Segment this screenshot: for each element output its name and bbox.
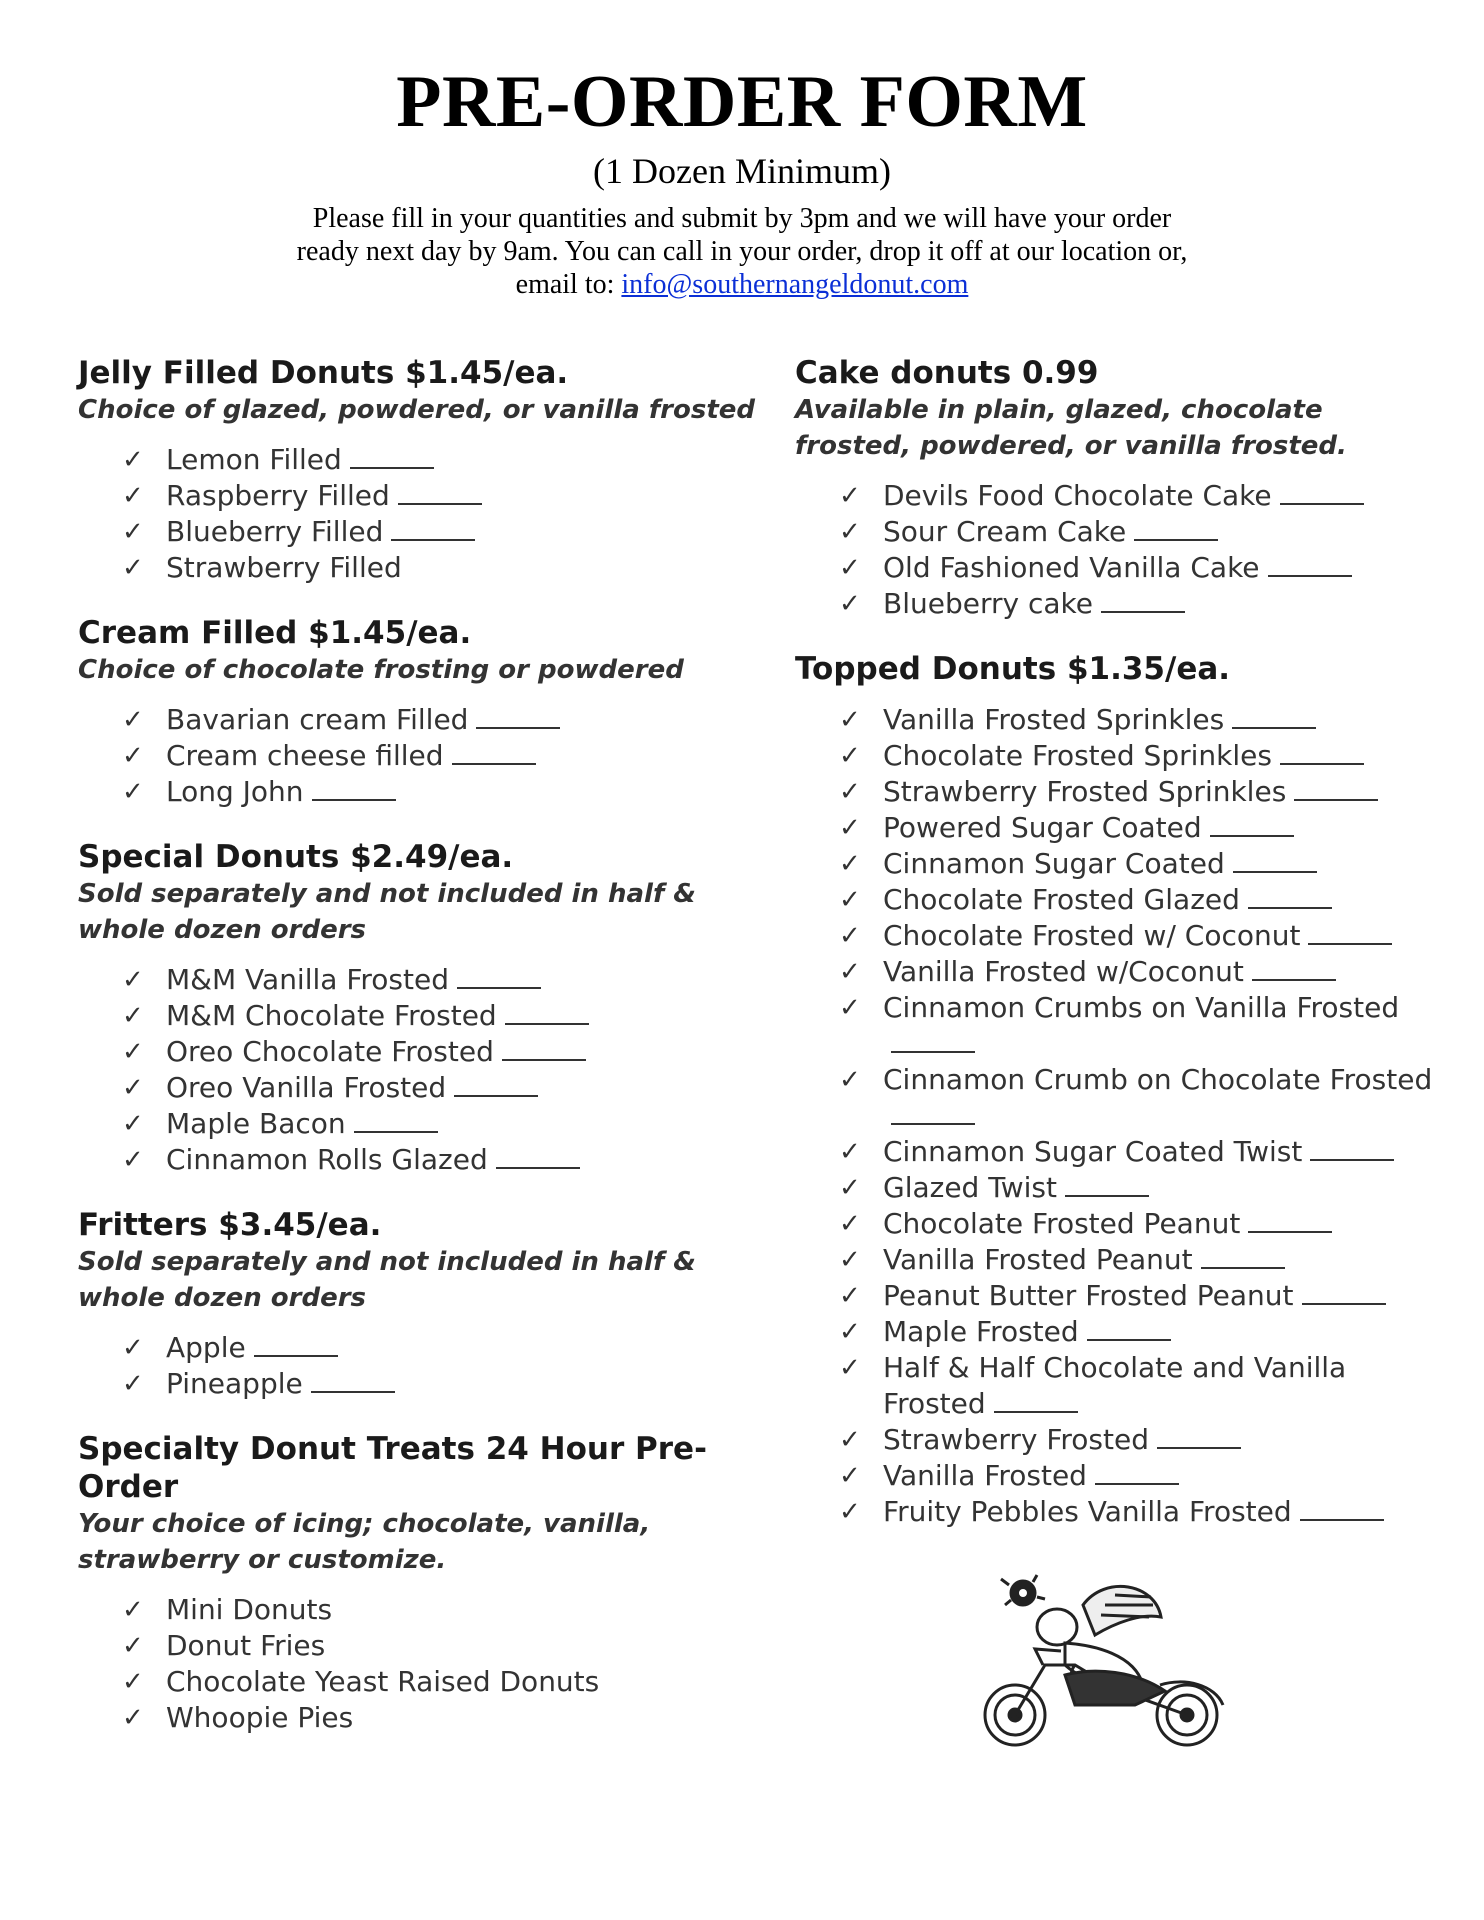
- quantity-blank[interactable]: [311, 1369, 395, 1393]
- item-text: [166, 1366, 778, 1402]
- quantity-blank[interactable]: [1248, 885, 1332, 909]
- item-label: Cinnamon Rolls Glazed: [166, 1143, 488, 1176]
- item-label: Oreo Vanilla Frosted: [166, 1071, 447, 1104]
- list-item: [839, 774, 1435, 810]
- item-text: [883, 882, 1435, 918]
- quantity-blank[interactable]: [1294, 777, 1378, 801]
- quantity-blank[interactable]: [496, 1145, 580, 1169]
- item-label: Raspberry Filled: [166, 479, 390, 512]
- list-item: [839, 1278, 1435, 1314]
- quantity-blank[interactable]: [1302, 1281, 1386, 1305]
- checkmark-icon: ✓: [839, 1137, 861, 1167]
- item-label: Strawberry Frosted Sprinkles: [883, 775, 1287, 808]
- item-text: [166, 1142, 778, 1178]
- item-label: Vanilla Frosted Sprinkles: [883, 703, 1225, 736]
- section-description: Your choice of icing; chocolate, vanilla, strawberry or customize.: [78, 1509, 651, 1575]
- quantity-blank[interactable]: [354, 1109, 438, 1133]
- checkmark-icon: ✓: [839, 1173, 861, 1203]
- item-text: [883, 990, 1435, 1062]
- list-item: [839, 1422, 1435, 1458]
- item-text: [166, 514, 778, 550]
- checkmark-icon: ✓: [839, 481, 861, 511]
- item-text: [166, 1664, 778, 1700]
- item-list: [78, 702, 778, 810]
- list-item: [122, 1366, 778, 1402]
- item-text: [883, 514, 1435, 550]
- quantity-blank[interactable]: [505, 1001, 589, 1025]
- checkmark-icon: ✓: [839, 741, 861, 771]
- item-list: [78, 1330, 778, 1402]
- checkmark-icon: ✓: [839, 1461, 861, 1491]
- instructions-line-3: [0, 268, 1484, 301]
- quantity-blank[interactable]: [891, 1029, 975, 1053]
- checkmark-icon: ✓: [122, 1109, 144, 1139]
- item-text: [166, 702, 778, 738]
- page-title: PRE-ORDER FORM: [396, 61, 1088, 143]
- list-item: [122, 1592, 778, 1628]
- quantity-blank[interactable]: [350, 445, 434, 469]
- instructions-line-2: ready next day by 9am. You can call in your order, drop it off at our location or,: [296, 236, 1188, 267]
- item-text: [166, 774, 778, 810]
- section-title: Jelly Filled Donuts $1.45/ea.: [78, 355, 569, 391]
- checkmark-icon: ✓: [122, 1145, 144, 1175]
- item-label: Whoopie Pies: [166, 1701, 354, 1734]
- item-text: [883, 846, 1435, 882]
- list-item: [122, 738, 778, 774]
- checkmark-icon: ✓: [122, 741, 144, 771]
- quantity-blank[interactable]: [1308, 921, 1392, 945]
- section-description: Choice of chocolate frosting or powdered: [78, 655, 684, 685]
- quantity-blank[interactable]: [1233, 849, 1317, 873]
- quantity-blank[interactable]: [1101, 589, 1185, 613]
- item-text: [883, 1206, 1435, 1242]
- quantity-blank[interactable]: [1210, 813, 1294, 837]
- quantity-blank[interactable]: [994, 1389, 1078, 1413]
- item-text: [883, 1314, 1435, 1350]
- checkmark-icon: ✓: [839, 885, 861, 915]
- quantity-blank[interactable]: [391, 517, 475, 541]
- item-label: Vanilla Frosted: [883, 1459, 1087, 1492]
- checkmark-icon: ✓: [839, 517, 861, 547]
- checkmark-icon: ✓: [122, 1001, 144, 1031]
- checkmark-icon: ✓: [839, 1209, 861, 1239]
- item-label: Old Fashioned Vanilla Cake: [883, 551, 1260, 584]
- list-item: [122, 1628, 778, 1664]
- list-item: [122, 550, 778, 586]
- checkmark-icon: ✓: [839, 813, 861, 843]
- order-instructions: [0, 202, 1484, 301]
- list-item: [839, 810, 1435, 846]
- section-cake-donuts-0-99: [795, 354, 1435, 622]
- item-label: Oreo Chocolate Frosted: [166, 1035, 494, 1068]
- item-text: [883, 1170, 1435, 1206]
- list-item: [122, 442, 778, 478]
- list-item: [839, 1314, 1435, 1350]
- list-item: [122, 514, 778, 550]
- checkmark-icon: ✓: [122, 1703, 144, 1733]
- list-item: [122, 998, 778, 1034]
- quantity-blank[interactable]: [476, 705, 560, 729]
- item-label: Bavarian cream Filled: [166, 703, 469, 736]
- item-text: [883, 1458, 1435, 1494]
- email-link[interactable]: info@southernangeldonut.com: [621, 269, 969, 300]
- item-list: [78, 442, 778, 586]
- item-text: [166, 478, 778, 514]
- list-item: [122, 478, 778, 514]
- item-label: Peanut Butter Frosted Peanut: [883, 1279, 1294, 1312]
- item-text: [883, 738, 1435, 774]
- quantity-blank[interactable]: [1248, 1209, 1332, 1233]
- instructions-line-1: Please fill in your quantities and submit by 3pm and we will have your order: [312, 203, 1172, 234]
- item-text: [883, 774, 1435, 810]
- item-text: [166, 1592, 778, 1628]
- section-cream-filled: [78, 614, 778, 810]
- item-label: Strawberry Frosted: [883, 1423, 1149, 1456]
- list-item: [122, 1700, 778, 1736]
- quantity-blank[interactable]: [1087, 1317, 1171, 1341]
- list-item: [839, 1134, 1435, 1170]
- quantity-blank[interactable]: [254, 1333, 338, 1357]
- section-title: Fritters $3.45/ea.: [78, 1207, 382, 1243]
- item-text: [883, 1350, 1435, 1422]
- item-label: Apple: [166, 1331, 246, 1364]
- quantity-blank[interactable]: [454, 1073, 538, 1097]
- checkmark-icon: ✓: [122, 965, 144, 995]
- quantity-blank[interactable]: [1280, 481, 1364, 505]
- item-label: Glazed Twist: [883, 1171, 1057, 1204]
- item-text: [166, 1034, 778, 1070]
- item-label: Cinnamon Crumb on Chocolate Frosted: [883, 1063, 1433, 1096]
- item-text: [166, 1330, 778, 1366]
- checkmark-icon: ✓: [122, 1333, 144, 1363]
- item-label: Maple Frosted: [883, 1315, 1079, 1348]
- left-column: [78, 354, 778, 1764]
- list-item: [122, 774, 778, 810]
- quantity-blank[interactable]: [1252, 957, 1336, 981]
- item-label: Donut Fries: [166, 1629, 326, 1662]
- item-list: [795, 478, 1435, 622]
- list-item: [122, 1664, 778, 1700]
- item-label: Cream cheese filled: [166, 739, 444, 772]
- quantity-blank[interactable]: [1201, 1245, 1285, 1269]
- section-title: Topped Donuts $1.35/ea.: [795, 651, 1231, 687]
- list-item: [122, 1106, 778, 1142]
- item-label: Blueberry Filled: [166, 515, 384, 548]
- list-item: [839, 846, 1435, 882]
- form-header: [0, 62, 1484, 301]
- item-text: [883, 1422, 1435, 1458]
- list-item: [839, 918, 1435, 954]
- item-label: Sour Cream Cake: [883, 515, 1127, 548]
- item-label: Maple Bacon: [166, 1107, 346, 1140]
- quantity-blank[interactable]: [1232, 705, 1316, 729]
- list-item: [839, 478, 1435, 514]
- quantity-blank[interactable]: [1065, 1173, 1149, 1197]
- checkmark-icon: ✓: [839, 1497, 861, 1527]
- checkmark-icon: ✓: [122, 553, 144, 583]
- section-topped-donuts: [795, 650, 1435, 1530]
- item-text: [166, 442, 778, 478]
- checkmark-icon: ✓: [839, 1245, 861, 1275]
- item-text: [166, 998, 778, 1034]
- checkmark-icon: ✓: [839, 705, 861, 735]
- quantity-blank[interactable]: [398, 481, 482, 505]
- checkmark-icon: ✓: [839, 777, 861, 807]
- item-text: [166, 1070, 778, 1106]
- item-label: Cinnamon Crumbs on Vanilla Frosted: [883, 991, 1400, 1024]
- quantity-blank[interactable]: [1157, 1425, 1241, 1449]
- list-item: [122, 702, 778, 738]
- section-description: Sold separately and not included in half & whole dozen orders: [78, 1247, 696, 1313]
- item-label: Cinnamon Sugar Coated: [883, 847, 1225, 880]
- checkmark-icon: ✓: [122, 1667, 144, 1697]
- quantity-blank[interactable]: [1268, 553, 1352, 577]
- item-label: Long John: [166, 775, 304, 808]
- email-prefix: email to:: [515, 269, 615, 300]
- item-text: [166, 1700, 778, 1736]
- item-text: [883, 478, 1435, 514]
- quantity-blank[interactable]: [1095, 1461, 1179, 1485]
- item-text: [883, 1278, 1435, 1314]
- item-label: Powered Sugar Coated: [883, 811, 1202, 844]
- checkmark-icon: ✓: [122, 517, 144, 547]
- checkmark-icon: ✓: [839, 1353, 861, 1383]
- item-label: Devils Food Chocolate Cake: [883, 479, 1272, 512]
- item-label: Chocolate Frosted Glazed: [883, 883, 1240, 916]
- list-item: [839, 1494, 1435, 1530]
- section-jelly-filled-donuts: [78, 354, 778, 586]
- checkmark-icon: ✓: [839, 589, 861, 619]
- list-item: [122, 1142, 778, 1178]
- checkmark-icon: ✓: [839, 921, 861, 951]
- list-item: [122, 1070, 778, 1106]
- section-description: Choice of glazed, powdered, or vanilla frosted: [78, 395, 756, 425]
- checkmark-icon: ✓: [839, 849, 861, 879]
- checkmark-icon: ✓: [122, 1037, 144, 1067]
- list-item: [839, 738, 1435, 774]
- checkmark-icon: ✓: [839, 1281, 861, 1311]
- section-specialty-donut-treats-24-hour-pre-order: [78, 1430, 778, 1736]
- quantity-blank[interactable]: [312, 777, 396, 801]
- list-item: [839, 1350, 1435, 1422]
- item-label: Fruity Pebbles Vanilla Frosted: [883, 1495, 1292, 1528]
- list-item: [839, 1458, 1435, 1494]
- quantity-blank[interactable]: [1134, 517, 1218, 541]
- item-list: [78, 1592, 778, 1736]
- section-description: Sold separately and not included in half & whole dozen orders: [78, 879, 696, 945]
- list-item: [839, 586, 1435, 622]
- checkmark-icon: ✓: [122, 1595, 144, 1625]
- list-item: [839, 514, 1435, 550]
- section-title: Specialty Donut Treats 24 Hour Pre-Order: [78, 1431, 707, 1505]
- checkmark-icon: ✓: [122, 1369, 144, 1399]
- item-text: [883, 810, 1435, 846]
- section-special-donuts: [78, 838, 778, 1178]
- item-label: M&M Vanilla Frosted: [166, 963, 449, 996]
- section-title: Special Donuts $2.49/ea.: [78, 839, 514, 875]
- item-text: [883, 954, 1435, 990]
- item-label: M&M Chocolate Frosted: [166, 999, 497, 1032]
- item-label: Half & Half Chocolate and Vanilla Frosted: [883, 1351, 1347, 1420]
- quantity-blank[interactable]: [452, 741, 536, 765]
- quantity-blank[interactable]: [1280, 741, 1364, 765]
- list-item: [122, 962, 778, 998]
- item-text: [883, 586, 1435, 622]
- item-label: Chocolate Frosted Peanut: [883, 1207, 1241, 1240]
- quantity-blank[interactable]: [891, 1101, 975, 1125]
- item-label: Blueberry cake: [883, 587, 1093, 620]
- checkmark-icon: ✓: [839, 993, 861, 1023]
- checkmark-icon: ✓: [839, 957, 861, 987]
- item-text: [166, 962, 778, 998]
- minimum-note: (1 Dozen Minimum): [593, 151, 891, 191]
- item-label: Chocolate Frosted Sprinkles: [883, 739, 1272, 772]
- item-label: Mini Donuts: [166, 1593, 333, 1626]
- item-label: Strawberry Filled: [166, 551, 402, 584]
- item-list: [795, 702, 1435, 1530]
- checkmark-icon: ✓: [122, 445, 144, 475]
- item-text: [883, 1134, 1435, 1170]
- checkmark-icon: ✓: [839, 1065, 861, 1095]
- list-item: [839, 1206, 1435, 1242]
- item-text: [883, 1242, 1435, 1278]
- list-item: [839, 1170, 1435, 1206]
- angel-motorcycle-logo: [965, 1565, 1245, 1755]
- item-text: [883, 550, 1435, 586]
- list-item: [839, 702, 1435, 738]
- checkmark-icon: ✓: [122, 777, 144, 807]
- list-item: [839, 990, 1435, 1062]
- item-text: [883, 1494, 1435, 1530]
- list-item: [122, 1034, 778, 1070]
- list-item: [839, 954, 1435, 990]
- quantity-blank[interactable]: [457, 965, 541, 989]
- item-label: Vanilla Frosted w/Coconut: [883, 955, 1244, 988]
- checkmark-icon: ✓: [122, 481, 144, 511]
- checkmark-icon: ✓: [122, 705, 144, 735]
- section-title: Cake donuts 0.99: [795, 355, 1099, 391]
- right-column: [795, 354, 1435, 1558]
- list-item: [839, 1242, 1435, 1278]
- quantity-blank[interactable]: [502, 1037, 586, 1061]
- item-label: Cinnamon Sugar Coated Twist: [883, 1135, 1303, 1168]
- item-text: [883, 702, 1435, 738]
- checkmark-icon: ✓: [122, 1073, 144, 1103]
- list-item: [839, 1062, 1435, 1134]
- item-label: Chocolate Yeast Raised Donuts: [166, 1665, 600, 1698]
- section-title: Cream Filled $1.45/ea.: [78, 615, 472, 651]
- item-label: Pineapple: [166, 1367, 303, 1400]
- item-text: [166, 1628, 778, 1664]
- section-description: Available in plain, glazed, chocolate frosted, powdered, or vanilla frosted.: [795, 395, 1347, 461]
- checkmark-icon: ✓: [839, 553, 861, 583]
- checkmark-icon: ✓: [839, 1317, 861, 1347]
- quantity-blank[interactable]: [1310, 1137, 1394, 1161]
- section-fritters: [78, 1206, 778, 1402]
- quantity-blank[interactable]: [1300, 1497, 1384, 1521]
- item-text: [166, 1106, 778, 1142]
- list-item: [839, 882, 1435, 918]
- item-label: Lemon Filled: [166, 443, 342, 476]
- checkmark-icon: ✓: [839, 1425, 861, 1455]
- item-label: Chocolate Frosted w/ Coconut: [883, 919, 1301, 952]
- item-list: [78, 962, 778, 1178]
- item-text: [883, 1062, 1435, 1134]
- item-text: [166, 550, 778, 586]
- item-text: [166, 738, 778, 774]
- checkmark-icon: ✓: [122, 1631, 144, 1661]
- list-item: [122, 1330, 778, 1366]
- list-item: [839, 550, 1435, 586]
- item-label: Vanilla Frosted Peanut: [883, 1243, 1193, 1276]
- item-text: [883, 918, 1435, 954]
